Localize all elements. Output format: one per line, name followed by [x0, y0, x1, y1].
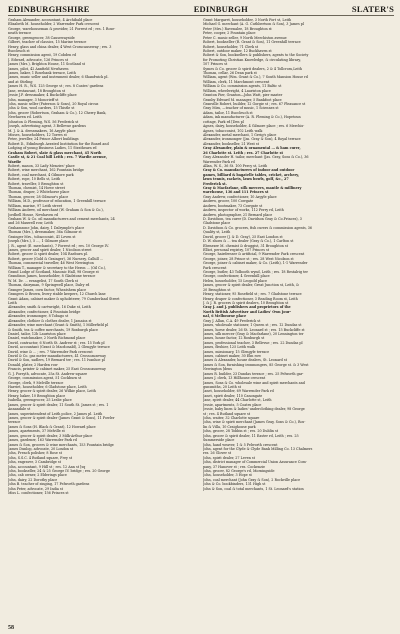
- directory-entry: John, cab owner, 2 Elderings place: [8, 473, 67, 478]
- directory-entry: Grant Adam, cabinet maker & upholsterer, 79 Cumberland Street: [8, 296, 120, 301]
- directory-entry: J. R., agent (E. merchants), 7 Forrest rd ; res. 10 George IV.: [8, 243, 109, 248]
- directory-entry: J. & J. R. grocers & spirit dealers, 10 Broughton st: [203, 301, 289, 305]
- directory-entry: D. W. shoes & ... tea dealer (Gray & Co.), 1 Carlton st: [203, 239, 294, 244]
- directory-entry: Henry, grocer & spirit dealer, 26 Wilkie place, Leith: [8, 389, 96, 394]
- directory-entry: Helen, householder, 15 Leopold place: [203, 278, 267, 283]
- directory-entry: James, grocer & spirit dealer, 11 South St. James st ; res. 1: [8, 402, 109, 407]
- directory-entry: for Promoting Christian Knowledge, & circulating library,: [203, 57, 301, 62]
- directory-entry: James, grocer & spirit dealer (James Grant & Sons), 11 Fowler: [8, 415, 115, 420]
- directory-entry: George, warehouseman & provider, 21 Forrest rd ; res. 1 Rose-: [8, 26, 116, 31]
- directory-entry: Buccleuch st: [8, 48, 30, 53]
- directory-entry: Robert, traveller, 5 Broughton st: [8, 181, 64, 186]
- directory-entry: Alexander, metal merchant, 1 Greig's place: [203, 132, 277, 137]
- directory-entry: Joseph, advertising agent, 3 Bellevue gardens: [8, 124, 86, 129]
- directory-entry: John, music seller (Paterson & Sons), 20 Royal circus: [8, 102, 99, 107]
- directory-entry: James, fleshier, 125 Leith walk: [203, 345, 256, 350]
- directory-entry: George, commission agent, 51 Cockburn st: [8, 376, 82, 381]
- directory-entry: Janet, householder, 69 Warrender Park rd: [203, 389, 274, 394]
- directory-entry: James & Alexander, house dealers, St. Leonard st: [203, 358, 287, 363]
- directory-entry: John, householder, 3 Hope st: [203, 473, 252, 478]
- directory-entry: James, pilot, 42 Annfield Newhaven: [8, 66, 69, 71]
- directory-entry: Isabella, greengrocer, 25 Leslie place: [8, 398, 72, 403]
- directory-entry: Henry, baker, 10 Broughton place: [8, 393, 66, 398]
- directory-entry: John, agent for the Clyde & Clyde Bank Milling Co. 13 Chalmers: [203, 446, 313, 451]
- directory-entry: Thomas (Mrs.), dressmaker, 36a Gilmour st: [8, 230, 82, 235]
- directory-entry: Leith: [8, 301, 17, 305]
- directory-entry: terrace: [8, 420, 21, 425]
- directory-entry: James Dunlop, advocate, 20 London st: [8, 446, 74, 451]
- directory-entry: Miss L. confectioner, 156 Princes st: [8, 491, 69, 496]
- directory-entry: Harriet, householder, 6 Gladstone place, Leith: [8, 385, 87, 390]
- directory-entry: Grainger Mrs., tobacconist, 41 Leven st: [8, 234, 76, 239]
- directory-entry: Peter, jeweller, 24 Prince Albert buildings: [8, 137, 79, 142]
- directory-entry: James & Sons (H. Black & Grant), 12 Howard place: [8, 424, 96, 429]
- directory-entry: James, music seller and instrument dealer, 6 Shandwick pl.: [8, 75, 109, 80]
- directory-entry: Thomas, dairyman, 9 Springwell place, Dalry rd: [8, 283, 90, 288]
- directory-entry: John, spirit dealer, 27 Leven st: [203, 455, 255, 460]
- directory-entry: Graham Alexander, accountant, 4 Archibald place: [8, 18, 93, 22]
- directory-entry: John, district manager of Commercial Union Assurance Com-: [203, 460, 307, 465]
- directory-entry: John, manager, 3 Moncrieff st: [8, 97, 59, 102]
- directory-entry: Wardie: [8, 159, 22, 164]
- directory-entry: Alexander, smith & cartwright, 16 Duke st, Leith: [8, 305, 91, 310]
- directory-entry: Quality st, Leith: [203, 230, 231, 235]
- directory-entry: John Peter, advocate, 29 India st: [8, 486, 63, 491]
- directory-entry: James, Sons & Co. wholesale wine and spirit merchants and: [203, 380, 305, 385]
- directory-entry: Henry, commission agent, 19 Cobden rd: [8, 53, 77, 58]
- directory-entry: John, wine & spirit merchant (James Gray, Sons & Co.), Ros-: [203, 420, 306, 425]
- directory-entry: Elliot, personal registry, 107 Princes st: [203, 247, 270, 252]
- directory-entry: David, accountant (Grant & Macdonald), 2 Glengyle terrace: [8, 345, 110, 350]
- directory-entry: Henry, glass and china dealer, 4 West Crosscauseway ; res. 3: [8, 44, 112, 49]
- directory-entry: D. Davidson & Co. grocers, fish curers & commission agents, 36: [203, 225, 313, 230]
- directory-entry: Andrew, photographer, 21 Bernard place: [203, 212, 273, 217]
- directory-entry: Granger James, corn factor, Wheatshem place: [8, 287, 87, 292]
- directory-entry: & Smith, tea & coffee merchants, 19 Roxburgh place: [8, 327, 99, 332]
- directory-entry: Castle st, & 21 Coal hill Leith ; res. 7 Wardie avenue,: [8, 155, 108, 160]
- directory-entry: William & Co. commission agents, 11 Baltic st: [203, 84, 282, 89]
- directory-entry: James, professional teacher, 3 Bellevue ; res. 22 Dundas pl: [203, 340, 303, 345]
- directory-entry: Misses, householders, 12 Torres st: [8, 132, 67, 137]
- directory-entry: Joseph (Mrs.), 5 ..., 1 Gilmore place: [8, 239, 69, 244]
- directory-entry: George, hairdresser & artificial, 9 Warrender Park crescent: [203, 252, 305, 257]
- directory-entry: John, coal merchant (John Gray & Son), 2 Rockville place: [203, 477, 301, 482]
- directory-entry: neath terrace: [8, 31, 32, 36]
- directory-entry: James, gardener, 163 Warrender Park rd: [8, 438, 77, 443]
- directory-entry: John, dairy, 22 Dorothy place: [8, 477, 58, 482]
- directory-entry: Jessie, apartments, 5 Coates place: [203, 402, 262, 407]
- directory-entry: William, clerk, 11 Marchmont crescent: [203, 79, 270, 84]
- columns: [8, 18, 394, 630]
- directory-entry: Robert, grocer & spirit dealer, 104 Raeburn pl.: [8, 252, 88, 257]
- directory-entry: James & Son, furnishing ironmongers, 85 George st. & 3 West: [203, 362, 309, 367]
- directory-entry: Jordbell House, Newhaven rd: [8, 212, 59, 217]
- directory-entry: nal, 6 Melbourne place: [203, 314, 247, 319]
- directory-entry: Gray & Co. manufacturers of indoor and outdoor: [203, 168, 295, 173]
- directory-entry: James, house factor, 12 Roxburgh st: [203, 336, 265, 341]
- directory-entry: Agnes, dairy, householder, 4 Gilmore place ; res. 6 Merchis-: [203, 124, 305, 129]
- directory-entry: William T., manager & secretary to the Heron ... (Oil Co.),: [8, 265, 107, 270]
- directory-entry: Grangers & Brown, livery stable keepers, 12 Church lane: [8, 292, 106, 297]
- directory-entry: Michael G. merchant (A. G. Cuthbertson & Son), 3 James pl: [203, 22, 304, 27]
- directory-entry: William, wheelwright, 4 Lauriston place: [203, 88, 271, 93]
- directory-entry: Symes & Co. grocer & spirit dealers, 2 & 4 Tollcross,Leith: [203, 66, 302, 71]
- directory-entry: George, greengrocer, 38 Causewayside: [8, 35, 75, 40]
- directory-entry: Henry, stationer, 95 Rosefield st ; res. 7 Gladstone terrace: [203, 292, 302, 297]
- directory-entry: John, waiter, 32 Charlotte square: [203, 415, 260, 420]
- directory-entry: Alexander, wine merchant (Grant & Smith), 1 Millerfield pl: [8, 323, 109, 328]
- directory-entry: John & Son, wool carders, 15 Thistle st: [8, 106, 75, 111]
- directory-entry: Grahamsone John, dairy, 1 Dalrymple's place: [8, 225, 85, 230]
- directory-entry: Graham W. & Co. oil manufacturers and cement merchants, 24: [8, 216, 115, 221]
- directory-entry: Adam, tailor, 11 Buccleuch st: [203, 110, 253, 115]
- directory-entry: James, grocer & spirit dealer, 3 Milk-Arthur place: [8, 433, 93, 438]
- directory-entry: David & Son, sadlers, 19 Bernard ter ; res. 11 Ivanhoe pl: [8, 358, 105, 363]
- directory-entry: James H. R., W.S. 125 George st ; res. 8 Coates' gardens: [8, 84, 104, 89]
- directory-entry: Annandale st: [8, 407, 31, 412]
- directory-entry: Park crescent: [203, 265, 227, 270]
- directory-entry: Newhaven rd. Leith: [8, 115, 42, 120]
- directory-entry: William, agent (Wm. Grant & Co.), 7 South Mansion House rd: [203, 75, 308, 80]
- directory-entry: James R. builder, 23 Dundas terrace ; res. 25 Pelworth gar-: [203, 371, 304, 376]
- directory-entry: John, grocer, 82 George's rd, Morningside: [203, 469, 275, 474]
- directory-entry: John & Son, coal & total merchants, 1 St. Leonard's station: [203, 486, 304, 491]
- directory-entry: Grand Lodge of Scotland, Masonic Hall, 98 George st: [8, 270, 99, 275]
- page-header: [8, 4, 394, 16]
- directory-entry: J. Edward, advocate, 126 Princes st: [8, 57, 69, 62]
- directory-entry: Jane, spirit dealer, 44 Charlotte st, Leith: [203, 398, 272, 403]
- directory-entry: David, contractor, 6 North St. Andrew st ; res. 15 York pl: [8, 340, 105, 345]
- header-city: EDINBURGH: [193, 4, 248, 14]
- directory-entry: Andrew, bootmaker, 73 Cowgate st: [203, 203, 263, 208]
- directory-entry: 107 Princes st: [203, 62, 228, 67]
- directory-entry: James, cabinet maker, 30 Elm row: [203, 354, 262, 359]
- directory-entry: cottage, Park rd [Den pl: [203, 119, 244, 124]
- directory-entry: James, missionary, 15 Glengyle terrace: [203, 349, 270, 354]
- directory-entry: John, grocer, 28 Tobbin st ; res. 20 Dublin st: [203, 429, 279, 434]
- directory-entry: Gray Alexander H. tailor, merchant (Jas. Gray, Sons & Co.), 36: [203, 155, 309, 160]
- directory-entry: lawn tennis, rackets, lawn bowls, golf, &c., 27: [203, 177, 289, 182]
- directory-entry: John & Co. bookbinders, 131 High st: [203, 482, 266, 487]
- directory-entry: Alexander, clothier & clothes dealer, 1 Jamaica st: [8, 318, 92, 323]
- directory-entry: David, grocer (J. & D. Gray), 25 East London st: [203, 234, 283, 239]
- directory-entry: Gray J. Allan, C.A. 49 Frederick st: [203, 318, 261, 323]
- directory-entry: William Andrew, oil merchant (W. Graham & Son & Co.),: [8, 208, 104, 213]
- directory-entry: Robert, householder, 71 Clerk st: [203, 44, 259, 49]
- directory-entry: Gilbert, teacher of classics, 15 Marine terrace: [8, 40, 87, 45]
- directory-entry: Warrender Park rd: [203, 159, 235, 164]
- directory-entry: W. M. Dr. ... evangelist, 17 South Clerk st: [8, 278, 78, 283]
- directory-entry: George, joiner & cabinet maker, & Co. (Leith), 1-1 Warrender: [203, 261, 308, 266]
- directory-entry: warehouse, 136 and 111 Princes st: [203, 190, 269, 195]
- directory-entry: Granby Edward M. manager, 5 Bankfoot place: [203, 97, 282, 102]
- directory-entry: Peter (Mrs.) Ravenalee, 18 Broughton st: [203, 26, 272, 31]
- directory-entry: James (Mrs.), Brighton House, 11 Scotland st: [8, 62, 86, 67]
- directory-entry: George, butler, 43 Tolbooth wynd, Leith ; res. 18 Restalrig ter: [203, 270, 308, 275]
- directory-entry: James & Son, grocers & wine merchants, 153 Fountain bridge: [8, 442, 114, 447]
- directory-entry: Gray Andrew, confectioner, 10 Argyle place: [203, 194, 277, 199]
- directory-entry: M. J. & A. dressmakers, 16 Argyle place: [8, 128, 76, 133]
- directory-entry: 26 Charlotte st. Leith ; res. 27 Charlotte st: [203, 150, 284, 155]
- directory-entry: Gray Miss, —teacher of music, 1 Sciennes st: [203, 106, 279, 111]
- directory-entry: Grandison James, householder, 8 Gladstone terrace: [8, 274, 96, 279]
- directory-entry: John, accountant, 9 Hill st ; res. 12 Ann st [sq: [8, 464, 86, 469]
- page-number: 58: [8, 625, 14, 631]
- directory-entry: Lodging of young Business Ladies, 11 Strathearn rd: [8, 146, 97, 151]
- directory-entry: John, French polisher, 8 Rose st: [8, 451, 62, 456]
- directory-entry: Robert & Son, booksellers & publishers, agents to the Society: [203, 53, 309, 58]
- directory-entry: Thomas, draper, 2 Whitehorse place: [8, 190, 70, 195]
- directory-entry: Robert, grocer (Gold & Grainger), 36 Nursery, Calhill ...: [8, 256, 104, 261]
- directory-entry: Frederick st.: [203, 181, 227, 186]
- directory-entry: lin & Villa, 10 Craighouse park: [203, 424, 256, 429]
- directory-entry: James, superintendent of Leith police, 2 James pl. Leith: [8, 411, 103, 416]
- directory-entry: Adam, ink manufacturer (A. R. Fleming & Co.), Hopetoun: [203, 115, 301, 120]
- directory-entry: Francis, printer & cabinet maker, 25 East Crosscauseway: [8, 367, 106, 372]
- directory-entry: Robert, bookseller (R. Grant & Son), 11 Greenhill terrace: [203, 40, 301, 45]
- directory-entry: Andrew, grocer, 100 Cowgate: [203, 199, 254, 204]
- directory-entry: Allan, W. S., 36 St. 100 Percy st, Leith: [203, 163, 268, 168]
- directory-entry: Robert, outdoor maker, 12 Buckhaven st: [203, 48, 272, 53]
- left-column: [8, 18, 198, 630]
- directory-entry: James, grocer and spirit dealer, 1 Nicolson street: [8, 247, 92, 252]
- directory-entry: Gray Alexander, plain & ornamental ... & ham curer,: [203, 146, 301, 151]
- directory-entry: James, apartments, 37 Melville st: [8, 429, 65, 434]
- directory-entry: Agnes, tobacconist, 102 Leith walk: [203, 128, 263, 133]
- directory-entry: Ebenezer M. chemist & druggist, 31 Broughton st: [203, 243, 288, 248]
- directory-entry: Alexander, bookseller, 21 West st: [203, 141, 259, 146]
- directory-entry: Robert, coal merchant, 4 Gilmore park: [8, 172, 74, 177]
- directory-entry: David, wine & ... ; res. 7 Warrender Park crescent: [8, 349, 93, 354]
- directory-entry: and at Stirling: [8, 79, 33, 84]
- directory-entry: Thomas, commercial traveller, 46 West Newington: [8, 261, 94, 266]
- directory-entry: G. J. Forsyth, advocate, 25a St. Andrew square: [8, 371, 88, 376]
- directory-entry: Robert, mason, 33 Lady Menzies' place: [8, 163, 75, 168]
- directory-entry: John B. teacher of singing, 17 Pelworth gardens: [8, 482, 90, 487]
- directory-entry: Thomas, grocer, 28 Gilmour's place: [8, 194, 69, 199]
- directory-entry: John, hand weaver, 1 & 5 Pelworth crescent: [203, 442, 278, 447]
- directory-entry: James J. clerk, 13 Hillhouse crescent: [203, 376, 266, 381]
- directory-entry: William, M.D., professor of education, 1 Greenhill terrace: [8, 199, 106, 204]
- directory-entry: pany, 37 Hanover st ; res. Cockenzie: [203, 464, 265, 469]
- directory-entry: Robert, rope, 10 Bells st, Leith: [8, 177, 61, 182]
- directory-entry: st ; res. 4 Rutland square st: [203, 411, 251, 416]
- directory-entry: Robert D., Edinburgh Aerated Institution for the Board and: [8, 141, 109, 146]
- directory-entry: Granville Robert, builder, 12 Gorgie st ; res. 67 Pleasance st: [203, 102, 306, 107]
- directory-entry: Robert, wine merchant, 162 Fountain bridge: [8, 168, 84, 173]
- directory-entry: Gray & Macfarlane, silk mercers, mantle & millinery: [203, 186, 302, 191]
- directory-entry: Graham Robert, slate & glass merchant, 45 North: [8, 150, 102, 155]
- directory-entry: Jane, restaurant, 18 Broughton st: [8, 88, 66, 93]
- directory-entry: 20 Broughton st: [203, 287, 231, 292]
- directory-entry: Alexander, ironmonger (Jas. Gray & Son), 4 Royal terrace: [203, 137, 301, 142]
- right-column: [203, 18, 394, 630]
- header-publisher: SLATER'S: [351, 4, 394, 14]
- directory-entry: Gray J. and J. publishers and proprietors of the: [203, 305, 291, 310]
- directory-entry: Gladstone place: [203, 221, 231, 226]
- directory-entry: James, horse dealer, 26 St. Leonard st ; res. 15 Buckcliffe st: [203, 327, 305, 332]
- directory-entry: Thomas, chemist, 14 Howe street: [8, 186, 65, 191]
- directory-entry: George, joiner, 28 Prince st ; res. 28 West Nicolson st: [203, 256, 294, 261]
- directory-entry: games, billiard & bagatelle tables, cricket, archery,: [203, 172, 300, 177]
- directory-entry: Daniel, tailor, 12b Lauriston place: [8, 331, 66, 336]
- directory-entry: Daniel, watchmaker, 2 North Richmond place: [8, 336, 86, 341]
- directory-entry: John, grocer (Robertson, Graham & Co.), 12 Cherry Bank,: [8, 110, 107, 115]
- directory-entry: Henry, draper & confectioner, 3 Reading Room st, Leith: [203, 296, 298, 301]
- directory-entry: North British Advertiser and Ladies' Own Jour-: [203, 309, 292, 314]
- directory-entry: Jessie, baby linen & ladies' underclothing dealer, 98 George: [203, 407, 305, 412]
- directory-entry: James, wholesale stationer, 1 Queen st ; res. 12 Dundas st: [203, 323, 302, 328]
- directory-entry: Summerside place: [203, 438, 235, 443]
- directory-entry: David & Co. gas meter manufacturers, 41 Crosscauseway: [8, 354, 107, 359]
- directory-entry: John, S.S.C. 4 Rutland square, Frey st: [8, 455, 73, 460]
- directory-entry: Grant Margaret, householder, 3 North Fort st, Leith: [203, 18, 292, 22]
- directory-entry: James, grocer & spirit dealer, Great Junction st, Leith, &: [203, 283, 300, 288]
- directory-entry: George, clerk, 9 Melville terrace: [8, 380, 64, 385]
- directory-entry: Thomas, cellar, 26 Dean park st: [203, 71, 257, 76]
- directory-entry: John, bookseller, 24 & 25 George IV. bridge ; res. 20 George: [8, 469, 110, 474]
- directory-entry: Janet, spirit dealer, 110 Canongate: [203, 393, 263, 398]
- directory-entry: D. Davidson, tea curer (D. Davidson Gray & Co.Princes), 3: [203, 216, 302, 221]
- directory-entry: Andrew, inspector of works, 112 Ferry rd, Leith: [203, 208, 284, 213]
- directory-entry: James, baker, 1 Rosebank terrace, Leith: [8, 71, 76, 76]
- directory-entry: gunsmiths, 20 Leith st: [203, 385, 241, 390]
- directory-entry: George, confectioner, 4 Greenhill place: [203, 274, 270, 279]
- directory-entry: John, engraver, 3 Cambridge st: [8, 460, 61, 465]
- directory-entry: Newington [dens: [203, 367, 232, 372]
- directory-entry: Jessie J.P. dressmaker, 4 Buckcliffe place: [8, 93, 77, 98]
- directory-entry: and 26 Maxwell row, Leith: [8, 221, 53, 226]
- directory-entry: Peter C. music seller, 9 North Merchiston avenue: [203, 35, 287, 40]
- header-county: EDINBURGHSHIRE: [8, 4, 90, 14]
- directory-entry: Alexander, confectioner, 4 Fountain bridge: [8, 309, 81, 314]
- directory-entry: Alexander, ironmonger, 8 Tobago st: [8, 314, 69, 319]
- directory-entry: Donald, plater, 2 Harden row: [8, 362, 58, 367]
- directory-entry: James, silk mercer (Gray & Macfarlane), 20 Lennington ter: [203, 331, 304, 336]
- directory-entry: John, grocer & spirit dealer, 11 Easter rd, Leith ; res. 25: [203, 433, 299, 438]
- directory-entry: Peter, cooper, 2 Fountain place: [203, 31, 256, 36]
- directory-entry: William, marine, 97 Leith street: [8, 203, 63, 208]
- directory-entry: Johnston & Fleming, W.S. 56 Frederick st: [8, 119, 79, 124]
- directory-entry: Granton Pier, Granton—John Watt, pier master: [203, 93, 283, 98]
- directory-entry: Elizabeth M. householder, 2 Warrender Park crescent: [8, 22, 100, 27]
- directory-entry: res. 26 Glover st: [203, 451, 232, 456]
